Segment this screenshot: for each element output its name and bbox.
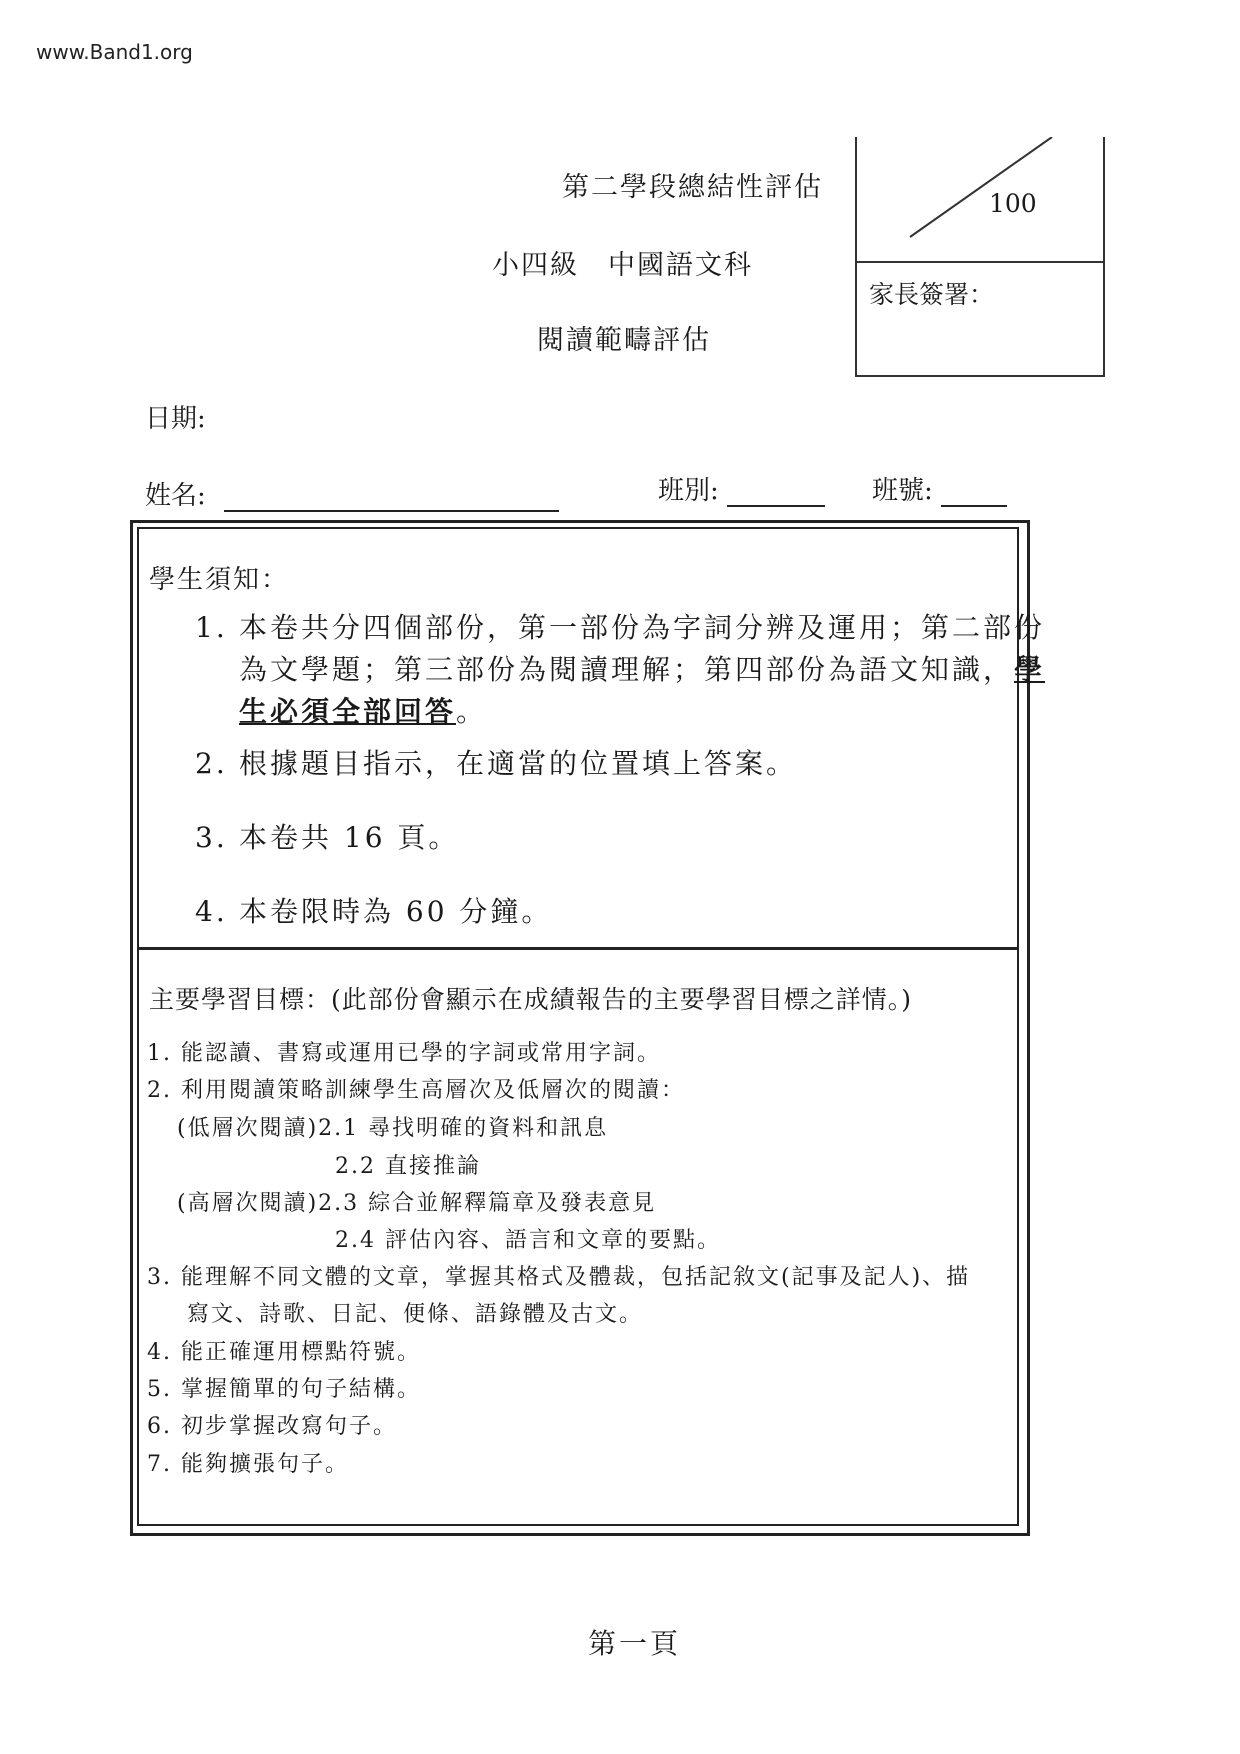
number-field[interactable] — [872, 470, 1007, 507]
date-label: 日期: — [145, 404, 206, 434]
instruction-emphasis: 學 — [1014, 653, 1046, 686]
name-line[interactable] — [224, 510, 559, 512]
objective-line: 1. 能認讀、書寫或運用已學的字詞或常用字詞。 — [147, 1041, 661, 1066]
objective-line: (低層次閱讀)2.1 尋找明確的資料和訊息 — [177, 1116, 609, 1141]
item-number: 3. — [195, 821, 228, 854]
score-box-divider — [857, 261, 1103, 263]
objective-line: 7. 能夠擴張句子。 — [147, 1452, 349, 1477]
name-label: 姓名: — [145, 481, 206, 511]
objective-line: 3. 能理解不同文體的文章，掌握其格式及體裁，包括記敘文(記事及記人)、描 — [147, 1265, 971, 1290]
number-label: 班號: — [872, 476, 933, 506]
class-line[interactable] — [727, 505, 825, 507]
instruction-text: 為文學題；第三部份為閱讀理解；第四部份為語文知識， — [239, 653, 1015, 686]
class-label: 班別: — [658, 476, 719, 506]
number-line[interactable] — [941, 505, 1007, 507]
objective-line: 寫文、詩歌、日記、便條、語錄體及古文。 — [187, 1302, 644, 1327]
score-total: 100 — [989, 189, 1037, 218]
item-number: 1. — [195, 611, 228, 644]
objective-line: 6. 初步掌握改寫句子。 — [147, 1414, 397, 1439]
score-slash-icon — [857, 137, 1103, 261]
score-box — [855, 137, 1105, 377]
item-number: 4. — [195, 895, 228, 928]
item-number: 2. — [195, 747, 228, 780]
objective-line: 5. 掌握簡單的句子結構。 — [147, 1377, 421, 1402]
objective-line: (高層次閱讀)2.3 綜合並解釋篇章及發表意見 — [177, 1191, 657, 1216]
objectives-heading: 主要學習目標：(此部份會顯示在成績報告的主要學習目標之詳情。) — [149, 985, 913, 1014]
grade-subject: 小四級 中國語文科 — [492, 250, 753, 281]
instruction-item-3 — [195, 817, 459, 859]
instruction-text: 根據題目指示，在適當的位置填上答案。 — [239, 747, 798, 780]
instruction-text: 本卷共 16 頁。 — [239, 821, 460, 854]
site-url: www.Band1.org — [36, 40, 193, 64]
objective-line: 2.4 評估內容、語言和文章的要點。 — [335, 1228, 721, 1253]
instruction-emphasis: 生必須全部回答 — [239, 695, 457, 728]
objective-line: 4. 能正確運用標點符號。 — [147, 1340, 421, 1365]
instruction-item-1 — [195, 607, 1046, 733]
instructions-box — [137, 527, 1046, 950]
instruction-text: 本卷限時為 60 分鐘。 — [239, 895, 553, 928]
page-number: 第一頁 — [588, 1627, 682, 1660]
objective-line: 2. 利用閱讀策略訓練學生高層次及低層次的閱讀： — [147, 1078, 685, 1103]
instructions-heading: 學生須知： — [149, 565, 290, 595]
instruction-text: 。 — [456, 695, 488, 728]
assessment-type: 閱讀範疇評估 — [537, 325, 711, 356]
instruction-item-4 — [195, 891, 552, 933]
parent-signature-label: 家長簽署： — [869, 280, 995, 309]
objectives-box — [137, 948, 1019, 1526]
objective-line: 2.2 直接推論 — [335, 1154, 481, 1179]
instruction-text: 本卷共分四個部份，第一部份為字詞分辨及運用；第二部份 — [239, 611, 1046, 644]
class-field[interactable] — [658, 470, 825, 507]
name-field[interactable] — [145, 475, 559, 512]
page-title: 第二學段總結性評估 — [562, 172, 823, 203]
instruction-item-2 — [195, 743, 797, 785]
